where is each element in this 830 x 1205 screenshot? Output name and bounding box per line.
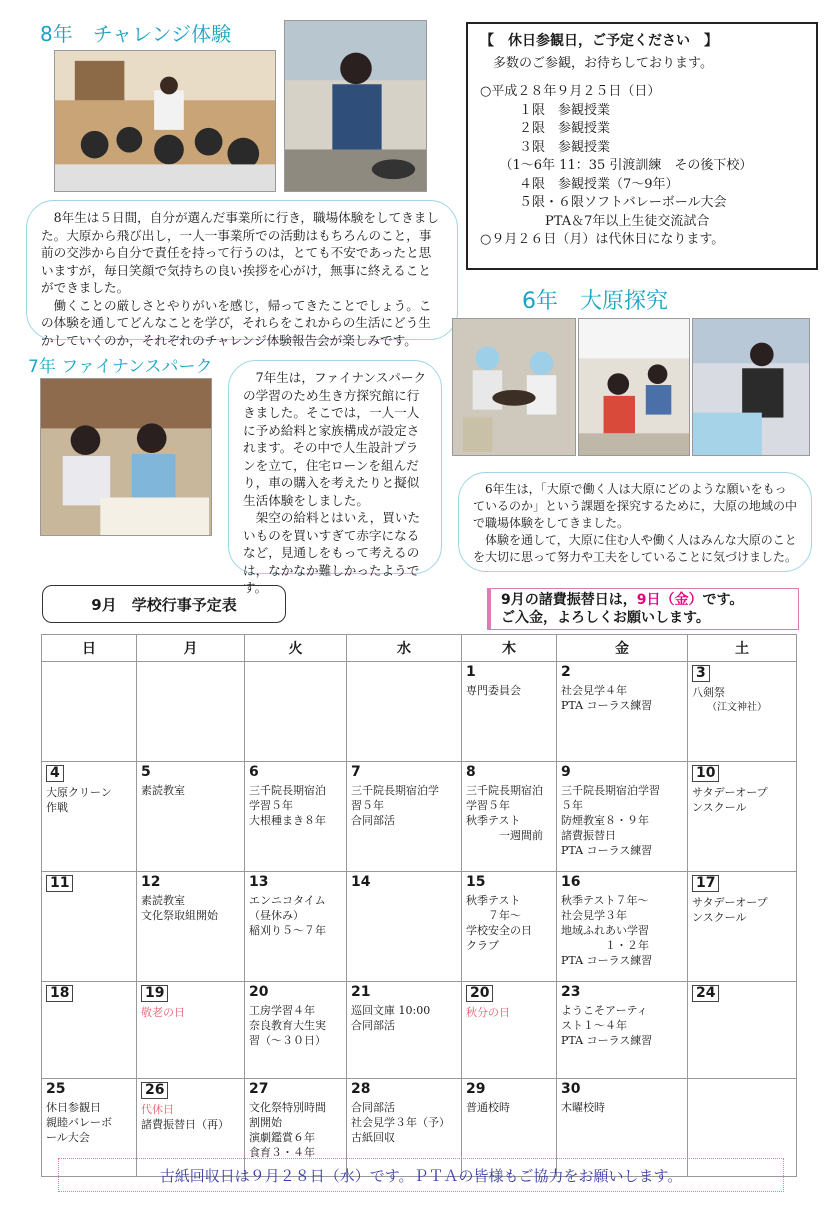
day-number: 6 — [249, 764, 259, 780]
day-number: 13 — [249, 874, 269, 890]
grade8-photo-children — [54, 50, 276, 192]
calendar-event: 文化祭取組開始 — [141, 909, 218, 922]
calendar-event: PTA コーラス練習 — [561, 954, 653, 967]
calendar-day-cell — [245, 872, 347, 982]
calendar-event: ５年 — [561, 799, 583, 812]
calendar-day-cell — [42, 762, 137, 872]
calendar-event: クラブ — [466, 939, 499, 952]
calendar-event: 工房学習４年 — [249, 1004, 315, 1017]
grade6-paragraph-1: 6年生は，「大原で働く人は大原にどのような願いをもっているのか」という課題を探究するために，大原の地域の中で職場体験をしてきました。 — [473, 482, 798, 530]
day-number: 14 — [351, 874, 371, 890]
grade8-text — [26, 200, 458, 348]
calendar-event: 普通校時 — [466, 1101, 510, 1114]
calendar-event: 諸費振替日 — [561, 829, 616, 842]
day-number: 18 — [46, 985, 73, 1002]
day-number: 19 — [141, 985, 168, 1002]
day-number: 7 — [351, 764, 361, 780]
payday-prefix: 9月の諸費振替日は， — [501, 592, 637, 608]
weekday-header: 水 — [347, 635, 462, 662]
calendar-event: エンニコタイム — [249, 894, 326, 907]
calendar-day-cell — [347, 872, 462, 982]
grade6-photo-left — [452, 318, 576, 456]
calendar-event: サタデーオープ — [692, 786, 768, 799]
day-number: 2 — [561, 664, 571, 680]
calendar-event: 割開始 — [249, 1116, 282, 1129]
calendar-event: 敬老の日 — [141, 1006, 185, 1019]
notice-line: （1～6年 11：35 引渡訓練 その後下校） — [480, 158, 753, 173]
calendar-day-cell — [688, 762, 797, 872]
day-number: 12 — [141, 874, 161, 890]
notice-line: ５限・６限ソフトバレーボール大会 — [480, 195, 727, 210]
calendar-event: 巡回文庫 10:00 — [351, 1004, 431, 1017]
calendar-day-cell — [42, 982, 137, 1079]
day-number: 16 — [561, 874, 581, 890]
weekday-header: 土 — [688, 635, 797, 662]
notice-line: PTA＆7年以上生徒交流試合 — [480, 213, 710, 229]
calendar-week-row — [42, 872, 797, 982]
notice-line — [480, 73, 804, 83]
calendar-week-row — [42, 762, 797, 872]
calendar-event: 地域ふれあい学習 — [561, 924, 649, 937]
calendar-event: 作戦 — [46, 801, 68, 814]
day-number: 29 — [466, 1081, 486, 1097]
calendar-day-cell — [137, 662, 245, 762]
calendar-event: 防煙教室８・９年 — [561, 814, 649, 827]
day-number: 15 — [466, 874, 486, 890]
calendar-day-cell — [557, 762, 688, 872]
day-number: 20 — [466, 985, 493, 1002]
calendar-day-cell — [42, 662, 137, 762]
notice-line: 多数のご参観，お待ちしております。 — [480, 55, 713, 71]
day-number: 26 — [141, 1082, 168, 1099]
calendar-day-cell — [347, 982, 462, 1079]
calendar-event: 秋分の日 — [466, 1006, 510, 1019]
payday-line-2: ご入金，よろしくお願いします。 — [501, 610, 710, 626]
calendar-event: 素読教室 — [141, 894, 185, 907]
calendar-event: 三千院長期宿泊学習 — [561, 784, 660, 797]
day-number: 10 — [692, 765, 719, 782]
calendar-event: 古紙回収 — [351, 1131, 395, 1144]
calendar-event: 社会見学３年（予） — [351, 1116, 450, 1129]
notice-line: １限 参観授業 — [480, 102, 611, 118]
grade8-paragraph-1: 8年生は５日間，自分が選んだ事業所に行き，職場体験をしてきました。大原から飛び出し，一人一事業所での活動はもちろんのこと，事前の交渉から自分で責任を持って行うのは，とても不安であったと思いますが，毎日笑顔で気持ちの良い挨拶を心がけ，無事に終えることができました。 — [41, 210, 439, 295]
calendar-event: PTA コーラス練習 — [561, 699, 653, 712]
calendar-event: 大原クリーン — [46, 786, 112, 799]
calendar-event: 秋季テスト — [466, 894, 521, 907]
calendar-event: １・２年 — [561, 939, 649, 952]
calendar-event: スト１～４年 — [561, 1019, 627, 1032]
grade7-paragraph-1: 7年生は，ファイナンスパークの学習のため生き方探究館に行きました。そこでは，一人一人に予め給料と家族構成が設定されます。その中で人生設計プランを立て，住宅ローンを組んだり，車の購入を考えたりと擬似生活体験をしました。 — [243, 370, 427, 508]
day-number: 21 — [351, 984, 371, 1000]
calendar-event: 習５年 — [351, 799, 384, 812]
calendar-day-cell — [688, 982, 797, 1079]
calendar-event: ール大会 — [46, 1131, 90, 1144]
grade8-photo-student — [284, 20, 427, 192]
calendar-event: 学習５年 — [249, 799, 293, 812]
calendar-day-cell — [245, 662, 347, 762]
notice-line: ○平成２８年９月２５日（日） — [480, 84, 661, 99]
grade6-paragraph-2: 体験を通して，大原に住む人や働く人はみんな大原のことを大切に思って努力や工夫をしていることに気づけました。 — [473, 533, 798, 564]
calendar-day-cell — [462, 762, 557, 872]
calendar-event: 八剣祭 — [692, 686, 725, 699]
calendar-event: 親睦バレーボ — [46, 1116, 112, 1129]
grade7-text — [228, 360, 442, 595]
payday-suffix: です。 — [702, 592, 744, 608]
calendar-week-row — [42, 662, 797, 762]
weekday-header: 月 — [137, 635, 245, 662]
calendar-event: （江文神社） — [692, 702, 767, 713]
calendar-event: 三千院長期宿泊学 — [351, 784, 439, 797]
grade6-heading: 6年 大原探究 — [522, 289, 668, 314]
day-number: 27 — [249, 1081, 269, 1097]
weekday-header: 日 — [42, 635, 137, 662]
payday-notice — [487, 588, 799, 630]
calendar-event: 一週間前 — [466, 829, 543, 842]
calendar-event: 合同部活 — [351, 1019, 395, 1032]
grade6-text — [458, 472, 812, 572]
calendar-table — [41, 634, 797, 1177]
day-number: 9 — [561, 764, 571, 780]
calendar-event: 三千院長期宿泊 — [466, 784, 543, 797]
calendar-event: 学校安全の日 — [466, 924, 532, 937]
calendar-event: 稲刈り５～７年 — [249, 924, 326, 937]
calendar-day-cell — [462, 982, 557, 1079]
schedule-title: 9月 学校行事予定表 — [42, 585, 286, 623]
calendar-event: 合同部活 — [351, 1101, 395, 1114]
calendar-day-cell — [137, 982, 245, 1079]
calendar-body — [42, 662, 797, 1177]
day-number: 4 — [46, 765, 64, 782]
calendar-event: ７年～ — [466, 909, 521, 922]
day-number: 23 — [561, 984, 581, 1000]
grade6-photo-right — [692, 318, 810, 456]
calendar-event: 大根種まき８年 — [249, 814, 326, 827]
calendar-day-cell — [245, 762, 347, 872]
notice-line: ３限 参観授業 — [480, 139, 611, 155]
calendar-event: 木曜校時 — [561, 1101, 605, 1114]
day-number: 17 — [692, 875, 719, 892]
paper-collection-note: 古紙回収日は９月２８日（水）です。ＰＴＡの皆様もご協力をお願いします。 — [58, 1158, 784, 1192]
grade7-heading: 7年 ファイナンスパーク — [28, 357, 213, 377]
grade8-paragraph-2: 働くことの厳しさとやりがいを感じ，帰ってきたことでしょう。この体験を通してどんなことを学び，それらをこれからの生活にどう生かしていくのか，それぞれのチャレンジ体験報告会が楽しみです。 — [41, 297, 432, 348]
day-number: 20 — [249, 984, 269, 1000]
day-number: 25 — [46, 1081, 66, 1097]
calendar-event: PTA コーラス練習 — [561, 844, 653, 857]
calendar-event: ンスクール — [692, 911, 747, 924]
day-number: 11 — [46, 875, 73, 892]
day-number: 28 — [351, 1081, 371, 1097]
calendar-event: 休日参観日 — [46, 1101, 101, 1114]
weekday-header: 火 — [245, 635, 347, 662]
payday-line-1 — [501, 591, 788, 609]
calendar-event: 代休日 — [141, 1103, 174, 1116]
notice-title: 【 休日参観日，ご予定ください 】 — [480, 33, 718, 49]
calendar-event: 素読教室 — [141, 784, 185, 797]
calendar-day-cell — [557, 662, 688, 762]
calendar-event: 奈良教育大生実 — [249, 1019, 326, 1032]
calendar-event: 秋季テスト７年～ — [561, 894, 649, 907]
calendar-day-cell — [347, 662, 462, 762]
calendar-event: 演劇鑑賞６年 — [249, 1131, 315, 1144]
calendar-event: ようこそアーティ — [561, 1004, 648, 1017]
holiday-visit-notice — [466, 22, 818, 270]
day-number: 24 — [692, 985, 719, 1002]
grade7-paragraph-2: 架空の給料とはいえ，買いたいものを買いすぎて赤字になるなど，見通しをもって考えるのは，なかなか難しかったようです。 — [243, 510, 421, 595]
weekday-header: 金 — [557, 635, 688, 662]
day-number: 8 — [466, 764, 476, 780]
calendar-week-row — [42, 982, 797, 1079]
calendar-event: 三千院長期宿泊 — [249, 784, 326, 797]
calendar-day-cell — [137, 872, 245, 982]
grade7-photo — [40, 378, 212, 536]
calendar-event: 食育３・４年 — [249, 1146, 315, 1159]
calendar-event: PTA コーラス練習 — [561, 1034, 653, 1047]
grade6-photo-middle — [578, 318, 690, 456]
calendar-day-cell — [688, 662, 797, 762]
calendar-day-cell — [557, 982, 688, 1079]
calendar-day-cell — [245, 982, 347, 1079]
calendar-day-cell — [347, 762, 462, 872]
calendar-event: （昼休み） — [249, 909, 304, 922]
calendar-event: 文化祭特別時間 — [249, 1101, 326, 1114]
calendar-event: 諸費振替日（再） — [141, 1118, 229, 1131]
day-number: 1 — [466, 664, 476, 680]
calendar-day-cell — [42, 872, 137, 982]
weekday-header: 木 — [462, 635, 557, 662]
calendar-event: ンスクール — [692, 801, 747, 814]
calendar-event: 秋季テスト — [466, 814, 521, 827]
payday-date: 9日（金） — [636, 592, 703, 608]
calendar-event: 専門委員会 — [466, 684, 521, 697]
day-number: 30 — [561, 1081, 581, 1097]
calendar-event: 社会見学４年 — [561, 684, 627, 697]
day-number: 5 — [141, 764, 151, 780]
calendar-day-cell — [557, 872, 688, 982]
notice-line: ２限 参観授業 — [480, 121, 611, 136]
calendar-day-cell — [137, 762, 245, 872]
calendar-event: 学習５年 — [466, 799, 510, 812]
calendar-event: 社会見学３年 — [561, 909, 627, 922]
notice-line: ○９月２６日（月）は代休日になります。 — [480, 232, 725, 247]
day-number: 3 — [692, 665, 710, 682]
calendar-event: 合同部活 — [351, 814, 395, 827]
calendar-day-cell — [462, 662, 557, 762]
calendar-event: サタデーオープ — [692, 896, 768, 909]
calendar-day-cell — [462, 872, 557, 982]
grade8-heading: 8年 チャレンジ体験 — [40, 22, 232, 46]
notice-line: ４限 参観授業（7～9年） — [480, 176, 679, 192]
calendar-event: 習（～３０日） — [249, 1034, 326, 1047]
calendar-header-row — [42, 635, 797, 662]
calendar-day-cell — [688, 872, 797, 982]
